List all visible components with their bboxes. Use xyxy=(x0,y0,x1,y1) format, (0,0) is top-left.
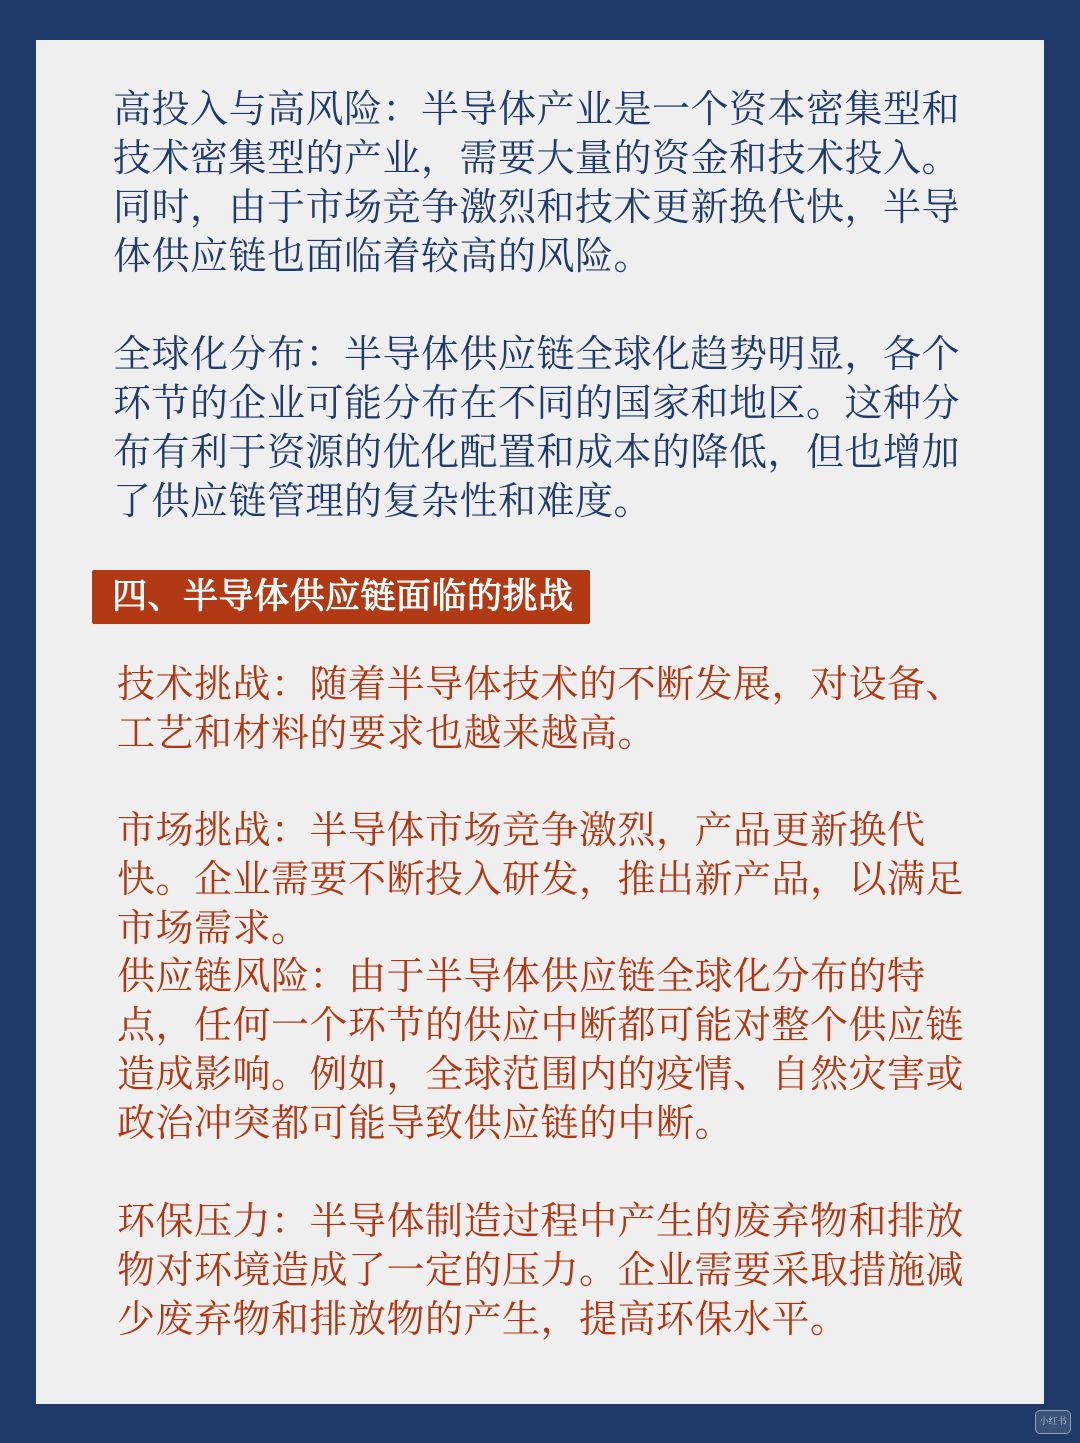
paragraph-globalized-distribution: 全球化分布：半导体供应链全球化趋势明显，各个环节的企业可能分布在不同的国家和地区。这种分布有利于资源的优化配置和成本的降低，但也增加了供应链管理的复杂性和难度。 xyxy=(113,332,961,523)
paragraph-market-challenge: 市场挑战：半导体市场竞争激烈，产品更新换代快。企业需要不断投入研发，推出新产品，以满足市场需求。 xyxy=(117,808,965,950)
paragraph-environmental-pressure: 环保压力：半导体制造过程中产生的废弃物和排放物对环境造成了一定的压力。企业需要采取措施减少废弃物和排放物的产生，提高环保水平。 xyxy=(117,1199,965,1341)
watermark-badge xyxy=(1035,1410,1071,1434)
section-heading-bar xyxy=(92,570,590,624)
section-heading-text: 四、半导体供应链面临的挑战 xyxy=(112,577,574,617)
paragraph-high-investment-risk: 高投入与高风险：半导体产业是一个资本密集型和技术密集型的产业，需要大量的资金和技术投入。同时，由于市场竞争激烈和技术更新换代快，半导体供应链也面临着较高的风险。 xyxy=(113,87,961,278)
watermark-label: 小红书 xyxy=(1039,1417,1067,1427)
paragraph-supply-chain-risk: 供应链风险：由于半导体供应链全球化分布的特点，任何一个环节的供应中断都可能对整个供应链造成影响。例如，全球范围内的疫情、自然灾害或政治冲突都可能导致供应链的中断。 xyxy=(117,954,965,1145)
content-card xyxy=(36,40,1044,1404)
paragraph-technical-challenge: 技术挑战：随着半导体技术的不断发展，对设备、工艺和材料的要求也越来越高。 xyxy=(117,662,965,755)
